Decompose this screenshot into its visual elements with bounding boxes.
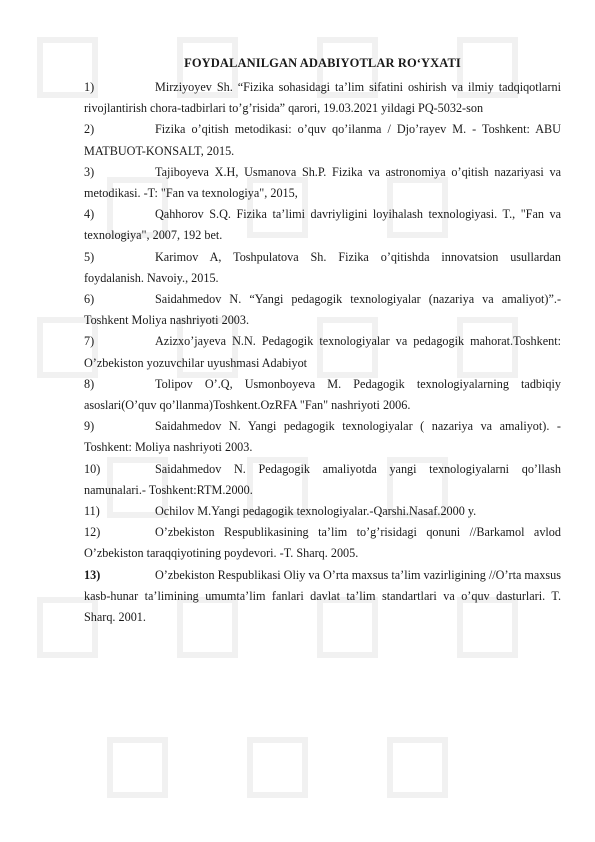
reference-item <box>84 162 561 204</box>
reference-text: O’zbekiston Respublikasi Oliy va O’rta maxsus ta’lim vazirligining //O’rta maxsus kasb-hunar ta’limining umumta’lim fanlari davlat ta’lim standartlari va o’quv dasturlari. T. Sharq. 2001. <box>84 567 561 625</box>
reference-number: 10) <box>84 461 101 476</box>
reference-item <box>84 522 561 564</box>
reference-item <box>84 565 561 629</box>
reference-item <box>84 119 561 161</box>
reference-number: 7) <box>84 334 95 349</box>
reference-item <box>84 374 561 416</box>
reference-number: 4) <box>84 207 95 222</box>
reference-number: 12) <box>84 525 101 540</box>
reference-text: Qahhorov S.Q. Fizika ta’limi davriyligini loyihalash texnologiyasi. T., "Fan va texnologiya", 2007, 192 bet. <box>84 207 561 243</box>
reference-number: 13) <box>84 567 101 582</box>
reference-text: Saidahmedov N. “Yangi pedagogik texnologiyalar (nazariya va amaliyot)”.- Toshkent Moliya nashriyoti 2003. <box>84 292 561 328</box>
reference-item <box>84 416 561 458</box>
reference-text: O’zbekiston Respublikasining ta’lim to’g’risidagi qonuni //Barkamol avlod O’zbekiston taraqqiyotining poydevori. -T. Sharq. 2005. <box>84 525 561 561</box>
reference-number: 2) <box>84 122 95 137</box>
reference-item <box>84 501 561 522</box>
reference-number: 1) <box>84 80 95 94</box>
reference-item <box>84 204 561 246</box>
reference-text: Saidahmedov N. Yangi pedagogik texnologiyalar ( nazariya va amaliyot). -Toshkent: Moliya nashriyoti 2003. <box>84 419 561 455</box>
reference-number: 6) <box>84 292 95 307</box>
reference-item <box>84 247 561 289</box>
reference-number: 5) <box>84 249 95 264</box>
reference-text: Ochilov M.Yangi pedagogik texnologiyalar.-Qarshi.Nasaf.2000 y. <box>155 504 477 519</box>
references-list <box>84 77 561 628</box>
reference-item <box>84 331 561 373</box>
references-title: FOYDALANILGAN ADABIYOTLAR RO‘YXATI <box>184 56 461 70</box>
reference-text: Tolipov O’.Q, Usmonboyeva M. Pedagogik texnologiyalarning tadbiqiy asoslari(O’quv qo’llanma)Toshkent.OzRFA "Fan" nashriyoti 2006. <box>84 376 561 413</box>
reference-text: Saidahmedov N. Pedagogik amaliyotda yangi texnologiyalarni qo’llash namunalari.- Toshkent:RTM.2000. <box>84 461 561 497</box>
reference-item <box>84 77 561 119</box>
reference-number: 3) <box>84 164 95 179</box>
reference-item <box>84 289 561 331</box>
reference-text: Fizika o’qitish metodikasi: o’quv qo’ilanma / Djo’rayev M. - Toshkent: ABU MATBUOT-KONSALT, 2015. <box>84 122 561 158</box>
reference-text: Azizxo’jayeva N.N. Pedagogik texnologiyalar va pedagogik mahorat.Toshkent: O’zbekiston yozuvchilar uyushmasi Adabiyot <box>84 334 561 370</box>
reference-text: Karimov A, Toshpulatova Sh. Fizika o’qitishda innovatsion usullardan foydalanish. Navoiy., 2015. <box>84 249 561 285</box>
reference-number: 8) <box>84 376 95 391</box>
reference-item <box>84 459 561 501</box>
reference-number: 9) <box>84 419 95 434</box>
reference-text: Tajiboyeva X.H, Usmanova Sh.P. Fizika va astronomiya o’qitish nazariyasi va metodikasi. -T: "Fan va texnologiya", 2015, <box>84 164 561 201</box>
reference-text: Mirziyoyev Sh. “Fizika sohasidagi ta’lim sifatini oshirish va ilmiy tadqiqotlarni rivojlantirish chora-tadbirlari to’g’risida” qarori, 19.03.2021 yildagi PQ-5032-son <box>84 80 561 116</box>
reference-number: 11) <box>84 504 100 519</box>
